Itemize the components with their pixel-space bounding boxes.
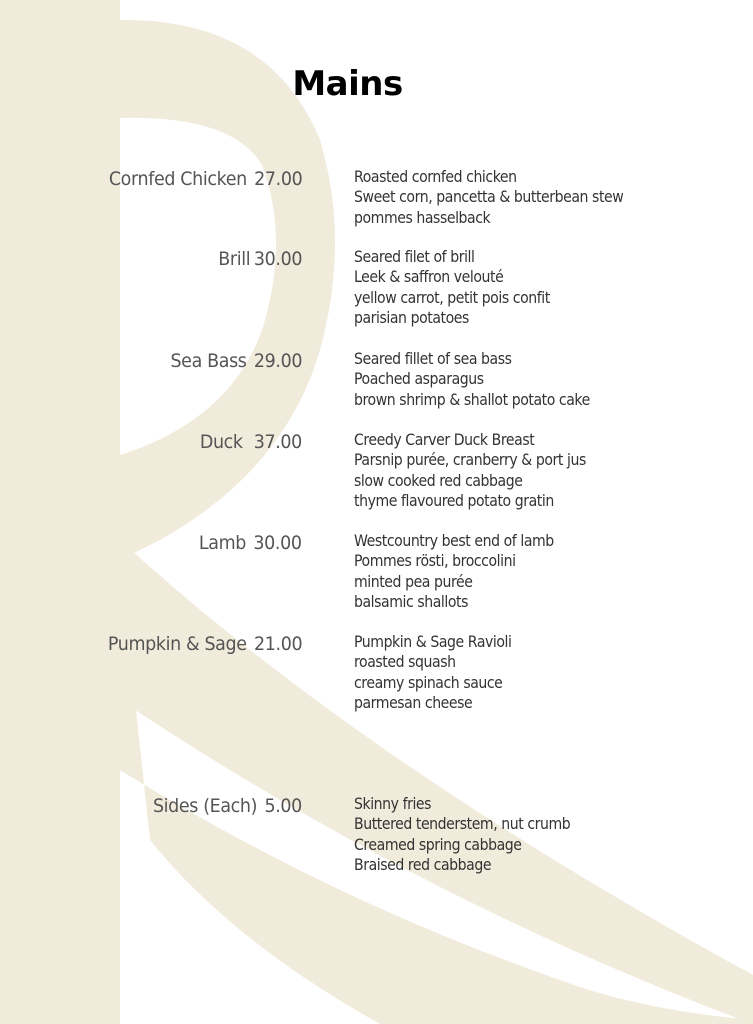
menu-item-price: 21.00 [253, 633, 302, 655]
menu-item-name: Duck [199, 431, 243, 453]
description-line: thyme flavoured potato gratin [354, 490, 554, 510]
description-line: brown shrimp & shallot potato cake [354, 389, 590, 409]
description-line: roasted squash [354, 652, 456, 672]
description-line: minted pea purée [354, 571, 473, 591]
menu-item-price: 5.00 [264, 795, 302, 817]
menu-item-name: Sides (Each) [153, 795, 258, 817]
menu-item-label [218, 247, 302, 271]
description-line: pommes hasselback [354, 207, 491, 227]
menu-item-name: Lamb [199, 532, 247, 554]
menu-item-name: Cornfed Chicken [108, 168, 247, 190]
menu-item-price: 37.00 [253, 431, 302, 453]
menu-item-description [354, 430, 617, 511]
menu-item-description [354, 247, 577, 328]
description-line: Roasted cornfed chicken [354, 167, 517, 186]
description-line: Skinny fries [354, 794, 432, 813]
description-line: Seared fillet of sea bass [354, 349, 512, 368]
description-line: Leek & saffron velouté [354, 267, 504, 287]
description-line: Buttered tenderstem, nut crumb [354, 814, 571, 834]
menu-item-description [354, 632, 533, 713]
description-line: Sweet corn, pancetta & butterbean stew [354, 187, 624, 207]
description-line: Parsnip purée, cranberry & port jus [354, 450, 586, 470]
menu-item-description [354, 167, 660, 228]
description-line: creamy spinach sauce [354, 672, 503, 692]
menu-item-label [108, 632, 302, 656]
page-title: Mains [292, 64, 403, 104]
menu-item-price: 30.00 [253, 248, 302, 270]
menu-item-description [354, 794, 600, 875]
description-line: Braised red cabbage [354, 854, 492, 874]
menu-item-name: Brill [218, 248, 251, 270]
menu-item-label [170, 349, 302, 373]
menu-item-price: 27.00 [253, 168, 302, 190]
description-line: Westcountry best end of lamb [354, 531, 554, 550]
description-line: Seared filet of brill [354, 247, 475, 266]
menu-item-price: 29.00 [253, 350, 302, 372]
menu-item-name: Pumpkin & Sage [107, 633, 247, 655]
description-line: balsamic shallots [354, 591, 468, 611]
menu-item-description [354, 349, 622, 410]
menu-item-price: 30.00 [253, 532, 302, 554]
description-line: Creedy Carver Duck Breast [354, 430, 535, 449]
description-line: slow cooked red cabbage [354, 470, 523, 490]
description-line: yellow carrot, petit pois confit [354, 287, 550, 307]
menu-item-label [199, 531, 302, 555]
description-line: parisian potatoes [354, 307, 469, 327]
menu-item-label [200, 430, 302, 454]
description-line: Pommes rösti, broccolini [354, 551, 516, 571]
description-line: Poached asparagus [354, 369, 484, 389]
description-line: parmesan cheese [354, 692, 473, 712]
description-line: Creamed spring cabbage [354, 834, 522, 854]
menu-item-label [153, 794, 302, 818]
description-line: Pumpkin & Sage Ravioli [354, 632, 512, 651]
menu-item-name: Sea Bass [170, 350, 247, 372]
menu-item-label [108, 167, 302, 191]
menu-item-description [354, 531, 581, 612]
